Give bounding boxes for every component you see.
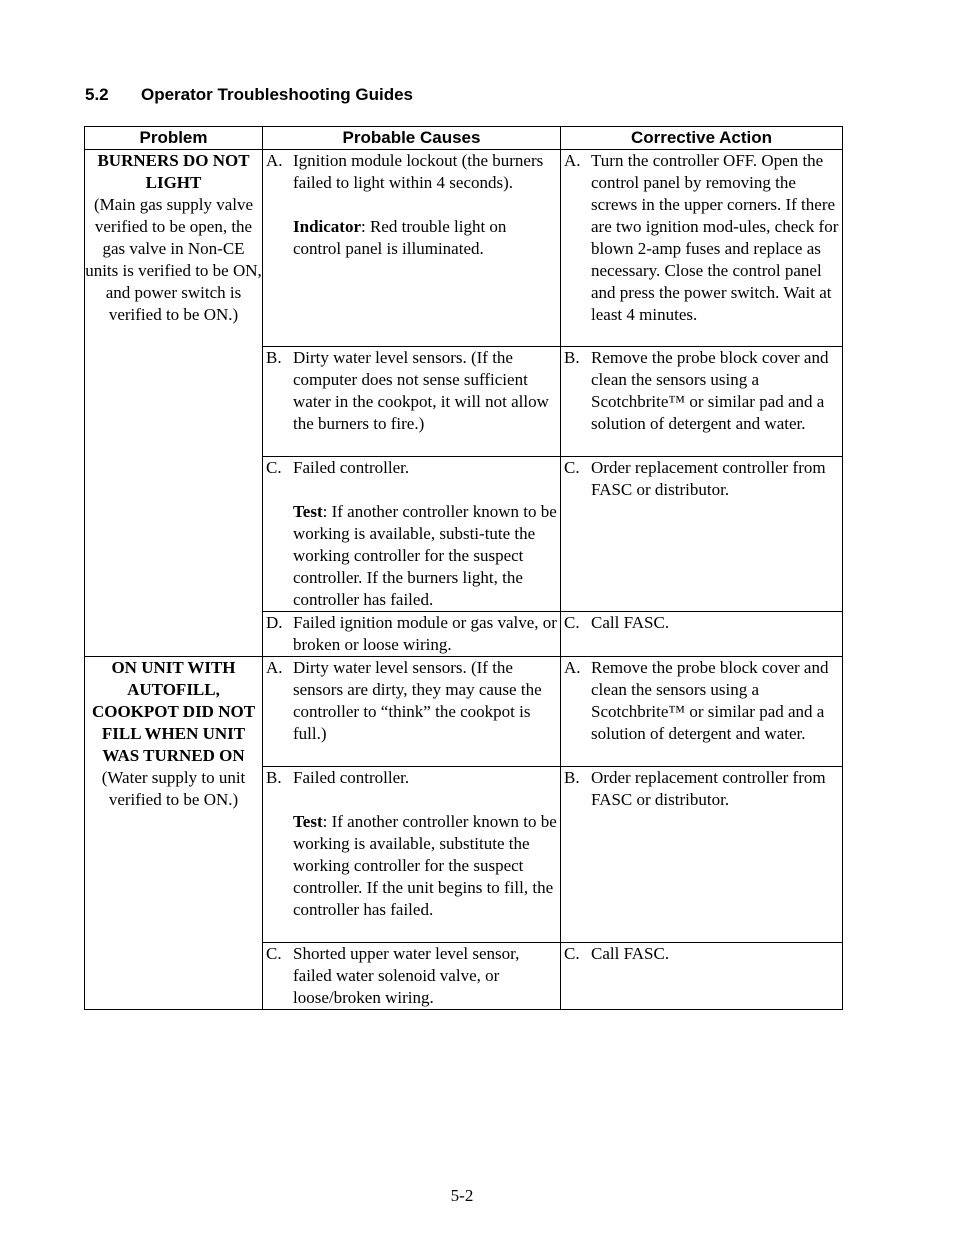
page-number: 5-2 — [450, 1186, 474, 1205]
cause-letter: C. — [266, 458, 282, 477]
problem-note: (Main gas supply valve verified to be open, the gas valve in Non-CE units is verified to be ON, and power switch is verified to be ON.) — [85, 195, 262, 324]
header-row — [85, 127, 843, 150]
action-text: Call FASC. — [591, 613, 670, 632]
troubleshooting-table — [84, 126, 843, 1010]
action-cell — [561, 767, 843, 943]
cause-text: Ignition module lockout (the burners failed to light within 4 seconds). — [293, 151, 544, 192]
cause-cell — [263, 943, 561, 1010]
action-letter: C. — [564, 613, 580, 632]
action-text: Call FASC. — [591, 944, 670, 963]
cause-cell — [263, 657, 561, 767]
header-corrective-action: Corrective Action — [561, 127, 843, 150]
cause-letter: C. — [266, 944, 282, 963]
cause-cell — [263, 150, 561, 347]
action-cell — [561, 657, 843, 767]
section-heading — [85, 85, 413, 105]
action-cell — [561, 943, 843, 1010]
cause-cell — [263, 612, 561, 657]
cause-letter: D. — [266, 613, 283, 632]
cause-sub-label: Test — [293, 812, 323, 831]
action-cell — [561, 612, 843, 657]
cause-letter: B. — [266, 768, 282, 787]
section-number: 5.2 — [85, 85, 109, 104]
cause-sub-label: Indicator — [293, 217, 361, 236]
problem-cell — [85, 657, 263, 1010]
cause-sub-text: : If another controller known to be working is available, substi-tute the working controller for the suspect controller. If the burners light, the controller has failed. — [293, 502, 557, 609]
action-letter: A. — [564, 658, 581, 677]
cause-text: Shorted upper water level sensor, failed water solenoid valve, or loose/broken wiring. — [293, 944, 520, 1007]
action-letter: B. — [564, 768, 580, 787]
problem-cell — [85, 150, 263, 657]
action-letter: C. — [564, 458, 580, 477]
problem-title: BURNERS DO NOT LIGHT — [97, 151, 250, 192]
action-text: Order replacement controller from FASC or distributor. — [591, 768, 826, 809]
action-cell — [561, 457, 843, 612]
header-problem: Problem — [85, 127, 263, 150]
cause-cell — [263, 457, 561, 612]
cause-text: Failed ignition module or gas valve, or broken or loose wiring. — [293, 613, 557, 654]
action-letter: B. — [564, 348, 580, 367]
problem-title: ON UNIT WITH AUTOFILL, COOKPOT DID NOT FILL WHEN UNIT WAS TURNED ON — [91, 658, 256, 765]
cause-sub-label: Test — [293, 502, 323, 521]
action-cell — [561, 347, 843, 457]
action-text: Remove the probe block cover and clean the sensors using a Scotchbrite™ or similar pad and a solution of detergent and water. — [591, 348, 829, 433]
cause-sub-text: : If another controller known to be working is available, substitute the working controller for the suspect controller. If the unit begins to fill, the controller has failed. — [293, 812, 557, 919]
cause-letter: B. — [266, 348, 282, 367]
action-text: Order replacement controller from FASC or distributor. — [591, 458, 826, 499]
header-probable-causes: Probable Causes — [263, 127, 561, 150]
action-text: Turn the controller OFF. Open the control panel by removing the screws in the upper corners. If there are two ignition mod-ules, check for blown 2-amp fuses and replace as necessary. Close the control panel and press the power switch. Wait at least 4 minutes. — [591, 151, 839, 324]
table-row — [85, 657, 843, 767]
cause-text: Dirty water level sensors. (If the computer does not sense sufficient water in the cookpot, it will not allow the burners to fire.) — [293, 348, 549, 433]
section-title: Operator Troubleshooting Guides — [141, 85, 414, 104]
table-row — [85, 150, 843, 347]
problem-note: (Water supply to unit verified to be ON.) — [101, 768, 246, 809]
cause-sub-text: : Red trouble light on control panel is illuminated. — [293, 217, 507, 258]
action-letter: A. — [564, 151, 581, 170]
cause-text: Dirty water level sensors. (If the sensors are dirty, they may cause the controller to “think” the cookpot is full.) — [293, 658, 542, 743]
cause-letter: A. — [266, 658, 283, 677]
cause-cell — [263, 767, 561, 943]
action-cell — [561, 150, 843, 347]
cause-cell — [263, 347, 561, 457]
action-text: Remove the probe block cover and clean the sensors using a Scotchbrite™ or similar pad and a solution of detergent and water. — [591, 658, 829, 743]
action-letter: C. — [564, 944, 580, 963]
cause-text: Failed controller. — [293, 768, 410, 787]
cause-letter: A. — [266, 151, 283, 170]
cause-text: Failed controller. — [293, 458, 410, 477]
